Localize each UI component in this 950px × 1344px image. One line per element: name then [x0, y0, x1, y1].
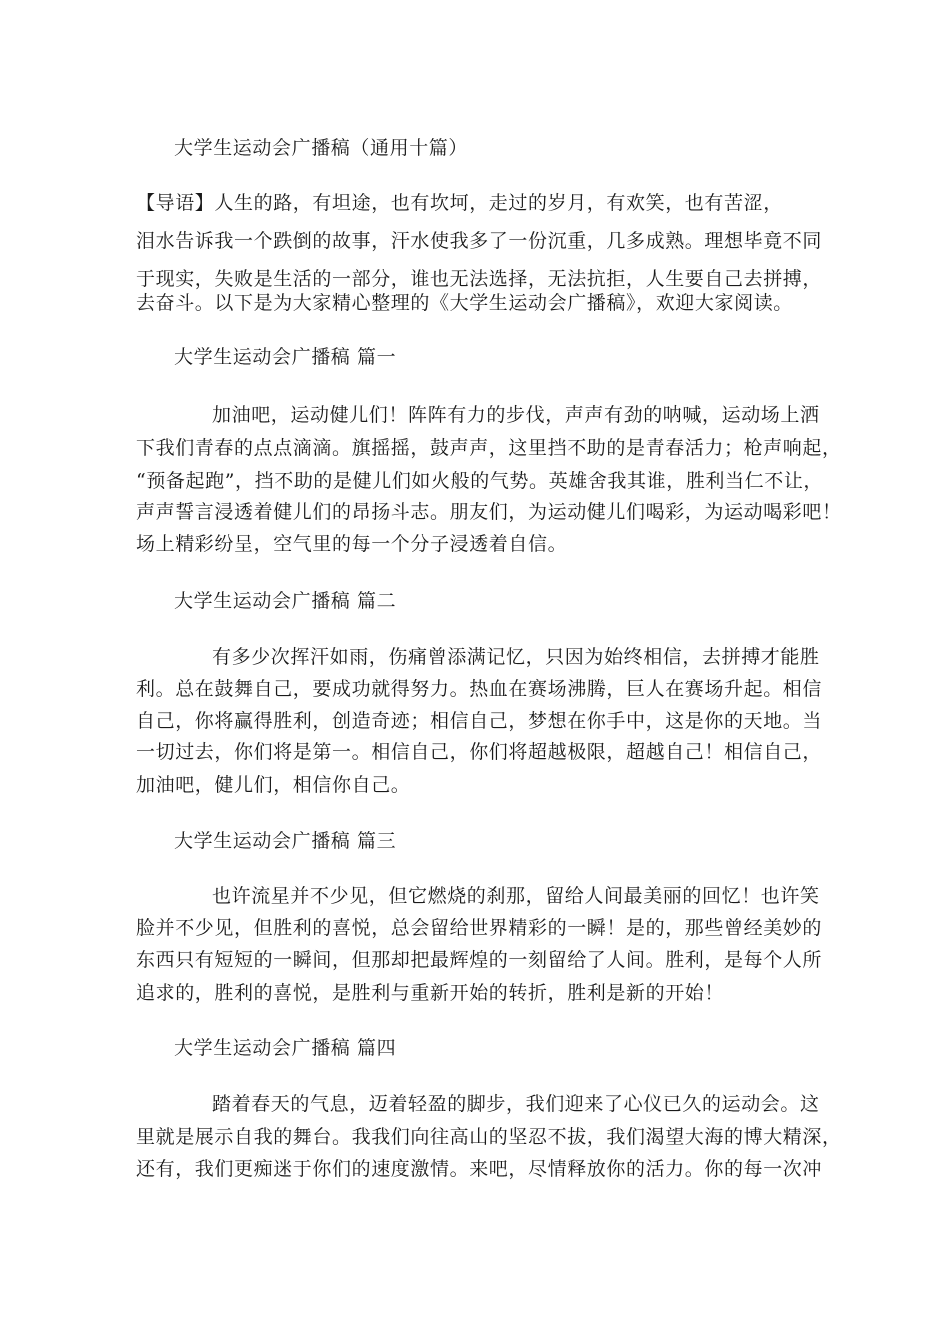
paragraph-line: 东西只有短短的一瞬间，但那却把最辉煌的一刻留给了人间。胜利，是每个人所: [136, 949, 823, 971]
document-title: 大学生运动会广播稿（通用十篇）: [174, 137, 469, 159]
paragraph-line: 还有，我们更痴迷于你们的速度激情。来吧，尽情释放你的活力。你的每一次冲: [136, 1158, 823, 1180]
paragraph-line: 有多少次挥汗如雨，伤痛曾添满记忆，只因为始终相信，去拼搏才能胜: [212, 646, 820, 668]
intro-line: 于现实，失败是生活的一部分，谁也无法选择，无法抗拒，人生要自己去拼搏，: [136, 268, 823, 290]
intro-line: 泪水告诉我一个跌倒的故事，汗水使我多了一份沉重，几多成熟。理想毕竟不同: [136, 230, 823, 252]
paragraph-line: 一切过去，你们将是第一。相信自己，你们将超越极限，超越自己！相信自己，: [136, 741, 823, 763]
paragraph-line: 脸并不少见，但胜利的喜悦，总会留给世界精彩的一瞬！是的，那些曾经美妙的: [136, 917, 823, 939]
paragraph-line: 加油吧，健儿们，相信你自己。: [136, 774, 411, 796]
section-heading: 大学生运动会广播稿 篇三: [174, 830, 397, 852]
paragraph-line: 追求的，胜利的喜悦，是胜利与重新开始的转折，胜利是新的开始！: [136, 982, 725, 1004]
paragraph-line: 下我们青春的点点滴滴。旗摇摇，鼓声声，这里挡不助的是青春活力；枪声响起，: [136, 437, 842, 459]
paragraph-line: 里就是展示自我的舞台。我我们向往高山的坚忍不拔，我们渴望大海的博大精深，: [136, 1126, 842, 1148]
paragraph-line: 利。总在鼓舞自己，要成功就得努力。热血在赛场沸腾，巨人在赛场升起。相信: [136, 678, 823, 700]
intro-line: 去奋斗。以下是为大家精心整理的《大学生运动会广播稿》，欢迎大家阅读。: [136, 292, 793, 314]
intro-line: 【导语】人生的路，有坦途，也有坎坷，走过的岁月，有欢笑，也有苦涩，: [136, 192, 783, 214]
section-heading: 大学生运动会广播稿 篇二: [174, 590, 397, 612]
paragraph-line: 踏着春天的气息，迈着轻盈的脚步，我们迎来了心仪已久的运动会。这: [212, 1093, 820, 1115]
paragraph-line: 自己，你将赢得胜利，创造奇迹；相信自己，梦想在你手中，这是你的天地。当: [136, 710, 823, 732]
paragraph-line: 也许流星并不少见，但它燃烧的刹那，留给人间最美丽的回忆！也许笑: [212, 885, 820, 907]
section-heading: 大学生运动会广播稿 篇四: [174, 1037, 397, 1059]
paragraph-line: 声声誓言浸透着健儿们的昂扬斗志。朋友们，为运动健儿们喝彩，为运动喝彩吧！: [136, 501, 842, 523]
paragraph-line: 场上精彩纷呈，空气里的每一个分子浸透着自信。: [136, 533, 568, 555]
paragraph-line: 加油吧，运动健儿们！阵阵有力的步伐，声声有劲的呐喊，运动场上洒: [212, 404, 820, 426]
paragraph-line: “预备起跑”，挡不助的是健儿们如火般的气势。英雄舍我其谁，胜利当仁不让，: [136, 470, 824, 492]
section-heading: 大学生运动会广播稿 篇一: [174, 346, 397, 368]
